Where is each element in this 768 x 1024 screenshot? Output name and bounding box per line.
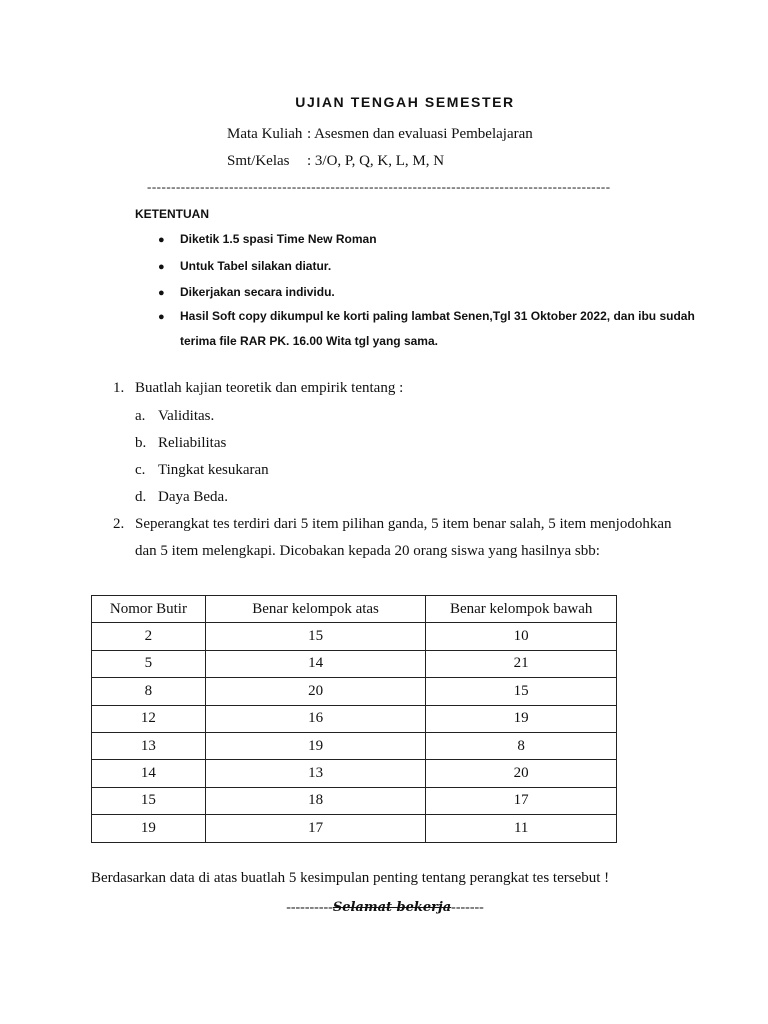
column-header: Benar kelompok atas [205,596,426,623]
table-cell: 17 [426,787,617,814]
sub-item-letter: c. [135,462,146,478]
table-row [92,705,617,732]
table-cell: 15 [92,787,206,814]
conclusion-instruction: Berdasarkan data di atas buatlah 5 kesimpulan penting tentang perangkat tes tersebut ! [91,870,610,886]
table-cell: 19 [205,732,426,759]
question-number: 1. [113,380,125,396]
conditions-heading: KETENTUAN [135,207,209,221]
question-text-continuation: dan 5 item melengkapi. Dicobakan kepada 20 orang siswa yang hasilnya sbb: [135,543,600,559]
table-row [92,760,617,787]
table-row [92,678,617,705]
condition-item-continuation: terima file RAR PK. 16.00 Wita tgl yang sama. [180,334,438,348]
sub-item-letter: b. [135,435,147,451]
table-cell: 20 [205,678,426,705]
table-row [92,732,617,759]
table-row [92,650,617,677]
table-cell: 19 [426,705,617,732]
table-cell: 8 [426,732,617,759]
table-cell: 13 [92,732,206,759]
page-title: UJIAN TENGAH SEMESTER [295,94,515,110]
question-text: Seperangkat tes terdiri dari 5 item pilihan ganda, 5 item benar salah, 5 item menjodohkan [135,516,672,532]
bullet-icon: ● [158,234,165,246]
dashed-divider: ------------------------------------------------------------------------------------------------ [147,179,611,194]
table-row [92,623,617,650]
table-cell: 21 [426,650,617,677]
bullet-icon: ● [158,261,165,273]
sub-item-text: Daya Beda. [158,489,228,505]
table-row [92,787,617,814]
course-value: : Asesmen dan evaluasi Pembelajaran [307,126,533,142]
table-cell: 5 [92,650,206,677]
table-row [92,815,617,842]
question-text: Buatlah kajian teoretik dan empirik tentang : [135,380,404,396]
table-header-row [92,596,617,623]
table-cell: 12 [92,705,206,732]
sub-item-text: Tingkat kesukaran [158,462,269,478]
condition-item: Untuk Tabel silakan diatur. [180,259,332,273]
class-label: Smt/Kelas [227,153,290,169]
condition-item: Dikerjakan secara individu. [180,285,335,299]
table-cell: 8 [92,678,206,705]
table-cell: 18 [205,787,426,814]
farewell-suffix: ------- [451,900,484,915]
table-cell: 14 [92,760,206,787]
sub-item-text: Reliabilitas [158,435,227,451]
question-number: 2. [113,516,125,532]
table-cell: 16 [205,705,426,732]
table-cell: 15 [426,678,617,705]
column-header: Benar kelompok bawah [426,596,617,623]
table-cell: 13 [205,760,426,787]
results-table [91,595,617,843]
table-cell: 11 [426,815,617,842]
bullet-icon: ● [158,311,165,323]
table-cell: 14 [205,650,426,677]
farewell-prefix: ---------- [286,900,333,915]
sub-item-letter: a. [135,408,146,424]
sub-item-letter: d. [135,489,147,505]
class-value: : 3/O, P, Q, K, L, M, N [307,153,445,169]
table-cell: 20 [426,760,617,787]
column-header: Nomor Butir [92,596,206,623]
bullet-icon: ● [158,287,165,299]
table-cell: 17 [205,815,426,842]
table-cell: 15 [205,623,426,650]
course-label: Mata Kuliah [227,126,303,142]
table-cell: 2 [92,623,206,650]
sub-item-text: Validitas. [158,408,215,424]
table-cell: 10 [426,623,617,650]
condition-item: Diketik 1.5 spasi Time New Roman [180,232,377,246]
farewell-line [0,900,768,916]
condition-item: Hasil Soft copy dikumpul ke korti paling lambat Senen,Tgl 31 Oktober 2022, dan ibu sudah [180,309,695,323]
farewell-script: Selamat bekerja [332,900,452,915]
table-cell: 19 [92,815,206,842]
